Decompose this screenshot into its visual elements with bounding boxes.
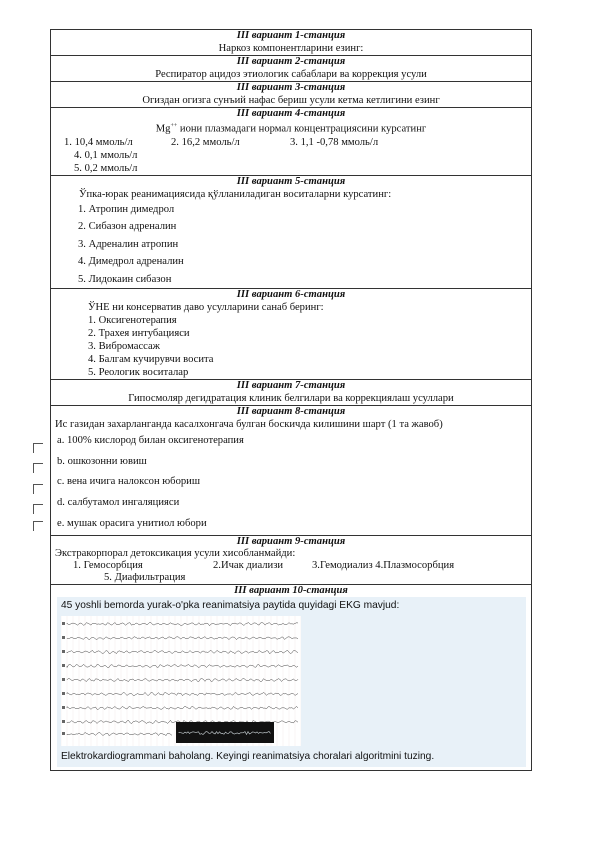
ekg-lead-marker bbox=[62, 706, 65, 709]
station-8-task: Ис газидан захарланганда касалхонгача булган боскичда килишини шарт (1 та жавоб) bbox=[55, 419, 443, 431]
option-3-4: 3.Гемодиализ 4.Плазмосорбция bbox=[312, 560, 455, 572]
option-5: 5. 0,2 ммоль/л bbox=[74, 162, 138, 174]
list-item: 5. Реологик воситалар bbox=[88, 367, 189, 379]
margin-mark bbox=[33, 484, 43, 494]
option-1: 1. Гемосорбция bbox=[73, 560, 143, 572]
ekg-lead-marker bbox=[62, 650, 65, 653]
ekg-lead-marker bbox=[62, 692, 65, 695]
station-4-options-row bbox=[51, 136, 531, 149]
station-6-header: III вариант 6-станция bbox=[236, 289, 346, 301]
station-4-header: III вариант 4-станция bbox=[236, 108, 346, 119]
station-7-task: Гипосмоляр дегидратация клиник белгилари ва коррекциялаш усуллари bbox=[128, 393, 454, 405]
option-4: 4. 0,1 ммоль/л bbox=[74, 149, 138, 161]
station-6-task: ЎНЕ ни консерватив даво усулларини санаб беринг: bbox=[88, 302, 324, 314]
ekg-lead-marker bbox=[62, 664, 65, 667]
list-item: 3. Адреналин атропин bbox=[78, 238, 179, 250]
station-4 bbox=[51, 107, 531, 175]
answer-option: d. салбутамол ингаляцияси bbox=[57, 496, 180, 508]
answer-option: e. мушак орасига унитиол юбори bbox=[57, 518, 207, 530]
station-3 bbox=[51, 81, 531, 107]
station-5-task: Ўпка-юрак реанимациясида қўлланиладиган воситаларни курсатинг: bbox=[79, 188, 392, 200]
ion-charge: ++ bbox=[170, 123, 178, 129]
option-5: 5. Диафильтрация bbox=[104, 572, 186, 584]
station-9-header: III вариант 9-станция bbox=[236, 536, 346, 548]
margin-mark bbox=[33, 443, 43, 453]
ekg-lead-marker bbox=[62, 622, 65, 625]
ekg-task-panel bbox=[57, 597, 526, 767]
ekg-lead-marker bbox=[62, 636, 65, 639]
station-1 bbox=[51, 30, 531, 55]
station-1-task: Наркоз компонентларини езинг: bbox=[218, 43, 364, 54]
list-item: 4. Балгам кучирувчи восита bbox=[88, 354, 214, 366]
answer-option: c. вена ичига налоксон юбориш bbox=[57, 476, 200, 488]
option-3: 3. 1,1 -0,78 ммоль/л bbox=[290, 136, 379, 148]
list-item: 5. Лидокаин сибазон bbox=[78, 273, 172, 285]
list-item: 4. Димедрол адреналин bbox=[78, 256, 184, 268]
station-2-task: Респиратор ацидоз этиологик сабаблари ва коррекция усули bbox=[155, 69, 427, 80]
option-2: 2.Ичак диализи bbox=[213, 560, 284, 572]
ekg-lead-marker bbox=[62, 720, 65, 723]
station-7 bbox=[51, 379, 531, 405]
exam-sheet bbox=[50, 29, 532, 771]
answer-option: b. ошкозонни ювиш bbox=[57, 455, 147, 467]
station-3-task: Огиздан огизга сунъий нафас бериш усули кетма кетлигини езинг bbox=[142, 95, 440, 106]
ekg-task: Elektrokardiogrammani baholang. Keyingi reanimatsiya choralari algoritmini tuzing. bbox=[61, 751, 435, 763]
margin-mark bbox=[33, 463, 43, 473]
option-2: 2. 16,2 ммоль/л bbox=[171, 136, 240, 148]
station-5 bbox=[51, 175, 531, 289]
station-9-options-row bbox=[51, 560, 531, 572]
station-10 bbox=[51, 584, 531, 770]
station-2-header: III вариант 2-станция bbox=[236, 56, 346, 67]
station-8-header: III вариант 8-станция bbox=[236, 406, 346, 418]
list-item: 2. Сибазон адреналин bbox=[78, 221, 177, 233]
station-4-task-rest: иони плазмадаги нормал концентрациясини курсатинг bbox=[177, 123, 427, 135]
station-9 bbox=[51, 535, 531, 584]
answer-option: a. 100% кислород билан оксигенотерапия bbox=[57, 435, 244, 447]
station-4-task bbox=[51, 120, 531, 136]
station-3-header: III вариант 3-станция bbox=[236, 82, 346, 93]
station-9-task: Экстракорпорал детоксикация усули хисобланмайди: bbox=[55, 548, 296, 560]
option-1: 1. 10,4 ммоль/л bbox=[64, 136, 133, 148]
station-10-header: III вариант 10-станция bbox=[234, 585, 348, 597]
ekg-image bbox=[61, 616, 301, 746]
list-item: 3. Вибромассаж bbox=[88, 341, 160, 353]
station-8 bbox=[51, 405, 531, 535]
station-5-header: III вариант 5-станция bbox=[236, 175, 346, 187]
margin-mark bbox=[33, 504, 43, 514]
ekg-lead-marker bbox=[62, 732, 65, 735]
ion-symbol: Mg bbox=[155, 123, 171, 135]
ekg-question: 45 yoshli bemorda yurak-o'pka reanimatsiya paytida quyidagi EKG mavjud: bbox=[61, 600, 400, 612]
list-item: 1. Атропин димедрол bbox=[78, 203, 175, 215]
station-6 bbox=[51, 288, 531, 379]
station-7-header: III вариант 7-станция bbox=[236, 380, 346, 392]
list-item: 1. Оксигенотерапия bbox=[88, 315, 177, 327]
margin-mark bbox=[33, 521, 43, 531]
ekg-lead-marker bbox=[62, 678, 65, 681]
list-item: 2. Трахея интубацияси bbox=[88, 328, 190, 340]
station-2 bbox=[51, 55, 531, 81]
station-1-header: III вариант 1-станция bbox=[236, 30, 346, 41]
